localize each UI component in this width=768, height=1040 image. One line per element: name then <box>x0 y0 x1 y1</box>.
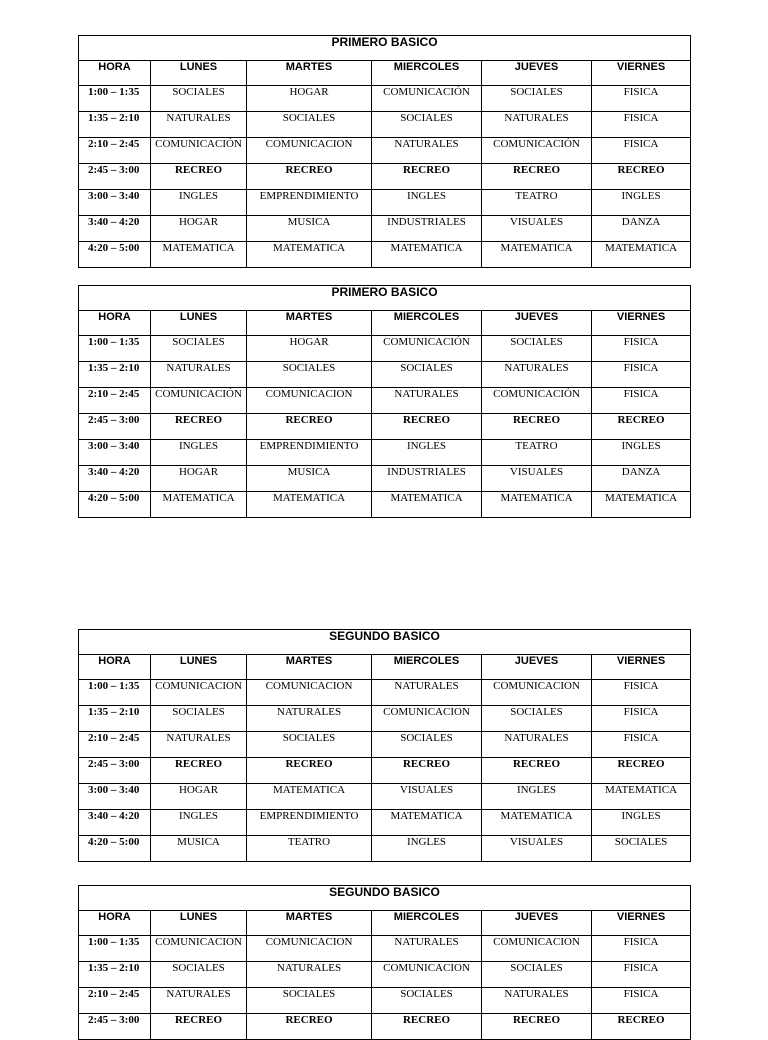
table-title-row <box>79 36 691 61</box>
column-header: MARTES <box>247 61 372 86</box>
column-header: HORA <box>79 655 151 680</box>
column-header: HORA <box>79 311 151 336</box>
subject-cell: NATURALES <box>151 732 247 758</box>
subject-cell: COMUNICACION <box>482 936 592 962</box>
subject-cell: COMUNICACION <box>372 706 482 732</box>
column-header: JUEVES <box>482 61 592 86</box>
subject-cell: SOCIALES <box>151 336 247 362</box>
subject-cell: SOCIALES <box>247 362 372 388</box>
table-title: PRIMERO BASICO <box>79 36 691 61</box>
column-header: VIERNES <box>592 311 691 336</box>
subject-cell: COMUNICACIÓN <box>151 138 247 164</box>
subject-cell: RECREO <box>592 414 691 440</box>
table-row <box>79 336 691 362</box>
subject-cell: EMPRENDIMIENTO <box>247 810 372 836</box>
hour-cell: 1:35 – 2:10 <box>79 706 151 732</box>
subject-cell: RECREO <box>482 1014 592 1040</box>
column-header: LUNES <box>151 911 247 936</box>
hour-cell: 3:40 – 4:20 <box>79 466 151 492</box>
subject-cell: RECREO <box>372 1014 482 1040</box>
table-row <box>79 706 691 732</box>
subject-cell: COMUNICACION <box>247 138 372 164</box>
subject-cell: RECREO <box>151 1014 247 1040</box>
subject-cell: RECREO <box>592 758 691 784</box>
column-header: VIERNES <box>592 655 691 680</box>
hour-cell: 2:10 – 2:45 <box>79 138 151 164</box>
subject-cell: MUSICA <box>247 216 372 242</box>
column-header: MIERCOLES <box>372 311 482 336</box>
subject-cell: RECREO <box>247 164 372 190</box>
subject-cell: COMUNICACION <box>247 680 372 706</box>
subject-cell: MATEMATICA <box>482 242 592 268</box>
subject-cell: NATURALES <box>247 706 372 732</box>
subject-cell: MATEMATICA <box>482 492 592 518</box>
header-row <box>79 311 691 336</box>
subject-cell: SOCIALES <box>592 836 691 862</box>
hour-cell: 1:00 – 1:35 <box>79 936 151 962</box>
hour-cell: 4:20 – 5:00 <box>79 492 151 518</box>
column-header: JUEVES <box>482 655 592 680</box>
subject-cell: NATURALES <box>482 112 592 138</box>
subject-cell: SOCIALES <box>247 112 372 138</box>
header-row <box>79 911 691 936</box>
subject-cell: RECREO <box>372 164 482 190</box>
subject-cell: RECREO <box>247 758 372 784</box>
subject-cell: FISICA <box>592 86 691 112</box>
subject-cell: MATEMATICA <box>247 242 372 268</box>
subject-cell: MATEMATICA <box>247 492 372 518</box>
hour-cell: 2:10 – 2:45 <box>79 732 151 758</box>
subject-cell: NATURALES <box>482 988 592 1014</box>
schedule-table <box>78 285 691 518</box>
table-row <box>79 836 691 862</box>
column-header: MIERCOLES <box>372 911 482 936</box>
subject-cell: RECREO <box>482 164 592 190</box>
subject-cell: SOCIALES <box>482 86 592 112</box>
subject-cell: HOGAR <box>151 466 247 492</box>
subject-cell: INGLES <box>372 190 482 216</box>
subject-cell: SOCIALES <box>482 962 592 988</box>
subject-cell: EMPRENDIMIENTO <box>247 440 372 466</box>
subject-cell: RECREO <box>592 164 691 190</box>
subject-cell: COMUNICACION <box>372 962 482 988</box>
subject-cell: NATURALES <box>482 732 592 758</box>
hour-cell: 1:00 – 1:35 <box>79 680 151 706</box>
subject-cell: FISICA <box>592 138 691 164</box>
hour-cell: 2:45 – 3:00 <box>79 414 151 440</box>
hour-cell: 2:45 – 3:00 <box>79 758 151 784</box>
subject-cell: NATURALES <box>151 362 247 388</box>
subject-cell: MATEMATICA <box>151 492 247 518</box>
table-row <box>79 86 691 112</box>
subject-cell: SOCIALES <box>372 732 482 758</box>
hour-cell: 3:40 – 4:20 <box>79 216 151 242</box>
column-header: MARTES <box>247 311 372 336</box>
subject-cell: VISUALES <box>372 784 482 810</box>
subject-cell: COMUNICACION <box>247 388 372 414</box>
subject-cell: RECREO <box>482 758 592 784</box>
table-row <box>79 810 691 836</box>
hour-cell: 2:10 – 2:45 <box>79 988 151 1014</box>
column-header: MARTES <box>247 655 372 680</box>
subject-cell: TEATRO <box>482 190 592 216</box>
subject-cell: NATURALES <box>247 962 372 988</box>
subject-cell: SOCIALES <box>482 706 592 732</box>
subject-cell: MATEMATICA <box>372 492 482 518</box>
subject-cell: FISICA <box>592 988 691 1014</box>
table-row <box>79 936 691 962</box>
table-row <box>79 362 691 388</box>
subject-cell: NATURALES <box>151 112 247 138</box>
subject-cell: MUSICA <box>247 466 372 492</box>
table-row <box>79 784 691 810</box>
subject-cell: COMUNICACIÓN <box>151 388 247 414</box>
table-title-row <box>79 886 691 911</box>
subject-cell: COMUNICACIÓN <box>372 336 482 362</box>
subject-cell: COMUNICACIÓN <box>372 86 482 112</box>
hour-cell: 3:40 – 4:20 <box>79 810 151 836</box>
table-row <box>79 242 691 268</box>
schedule-table <box>78 35 691 268</box>
column-header: HORA <box>79 61 151 86</box>
subject-cell: RECREO <box>151 414 247 440</box>
subject-cell: DANZA <box>592 216 691 242</box>
subject-cell: MATEMATICA <box>372 242 482 268</box>
hour-cell: 1:00 – 1:35 <box>79 336 151 362</box>
column-header: MIERCOLES <box>372 655 482 680</box>
subject-cell: SOCIALES <box>151 962 247 988</box>
table-row <box>79 466 691 492</box>
subject-cell: INGLES <box>151 440 247 466</box>
table-row <box>79 758 691 784</box>
column-header: LUNES <box>151 61 247 86</box>
table-title: SEGUNDO BASICO <box>79 630 691 655</box>
subject-cell: NATURALES <box>372 138 482 164</box>
hour-cell: 4:20 – 5:00 <box>79 836 151 862</box>
subject-cell: COMUNICACIÓN <box>482 388 592 414</box>
subject-cell: COMUNICACION <box>482 680 592 706</box>
subject-cell: MATEMATICA <box>482 810 592 836</box>
subject-cell: VISUALES <box>482 466 592 492</box>
table-row <box>79 492 691 518</box>
table-title-row <box>79 630 691 655</box>
subject-cell: SOCIALES <box>151 86 247 112</box>
column-header: LUNES <box>151 655 247 680</box>
subject-cell: RECREO <box>151 758 247 784</box>
hour-cell: 2:45 – 3:00 <box>79 1014 151 1040</box>
table-row <box>79 164 691 190</box>
subject-cell: COMUNICACIÓN <box>482 138 592 164</box>
subject-cell: FISICA <box>592 112 691 138</box>
subject-cell: MATEMATICA <box>592 784 691 810</box>
subject-cell: COMUNICACION <box>151 680 247 706</box>
subject-cell: SOCIALES <box>247 732 372 758</box>
subject-cell: MATEMATICA <box>372 810 482 836</box>
column-header: VIERNES <box>592 911 691 936</box>
subject-cell: INGLES <box>151 190 247 216</box>
subject-cell: INGLES <box>482 784 592 810</box>
subject-cell: FISICA <box>592 680 691 706</box>
subject-cell: SOCIALES <box>247 988 372 1014</box>
subject-cell: DANZA <box>592 466 691 492</box>
hour-cell: 1:35 – 2:10 <box>79 112 151 138</box>
subject-cell: TEATRO <box>482 440 592 466</box>
subject-cell: VISUALES <box>482 216 592 242</box>
hour-cell: 1:35 – 2:10 <box>79 962 151 988</box>
header-row <box>79 655 691 680</box>
hour-cell: 2:10 – 2:45 <box>79 388 151 414</box>
subject-cell: FISICA <box>592 936 691 962</box>
subject-cell: NATURALES <box>482 362 592 388</box>
table-title: PRIMERO BASICO <box>79 286 691 311</box>
subject-cell: NATURALES <box>372 936 482 962</box>
subject-cell: FISICA <box>592 962 691 988</box>
hour-cell: 3:00 – 3:40 <box>79 440 151 466</box>
subject-cell: RECREO <box>372 414 482 440</box>
column-header: JUEVES <box>482 311 592 336</box>
column-header: JUEVES <box>482 911 592 936</box>
subject-cell: SOCIALES <box>151 706 247 732</box>
table-row <box>79 138 691 164</box>
hour-cell: 1:35 – 2:10 <box>79 362 151 388</box>
subject-cell: TEATRO <box>247 836 372 862</box>
hour-cell: 2:45 – 3:00 <box>79 164 151 190</box>
subject-cell: MATEMATICA <box>247 784 372 810</box>
table-row <box>79 962 691 988</box>
column-header: LUNES <box>151 311 247 336</box>
column-header: MARTES <box>247 911 372 936</box>
hour-cell: 1:00 – 1:35 <box>79 86 151 112</box>
subject-cell: RECREO <box>372 758 482 784</box>
subject-cell: FISICA <box>592 732 691 758</box>
table-row <box>79 732 691 758</box>
hour-cell: 3:00 – 3:40 <box>79 190 151 216</box>
subject-cell: NATURALES <box>372 388 482 414</box>
subject-cell: MATEMATICA <box>592 492 691 518</box>
subject-cell: FISICA <box>592 336 691 362</box>
subject-cell: INGLES <box>151 810 247 836</box>
table-row <box>79 1014 691 1040</box>
subject-cell: INGLES <box>592 440 691 466</box>
subject-cell: HOGAR <box>247 336 372 362</box>
table-row <box>79 190 691 216</box>
table-row <box>79 680 691 706</box>
hour-cell: 3:00 – 3:40 <box>79 784 151 810</box>
table-row <box>79 988 691 1014</box>
subject-cell: RECREO <box>151 164 247 190</box>
subject-cell: SOCIALES <box>372 362 482 388</box>
hour-cell: 4:20 – 5:00 <box>79 242 151 268</box>
subject-cell: SOCIALES <box>372 988 482 1014</box>
subject-cell: EMPRENDIMIENTO <box>247 190 372 216</box>
subject-cell: HOGAR <box>151 216 247 242</box>
table-row <box>79 216 691 242</box>
column-header: MIERCOLES <box>372 61 482 86</box>
subject-cell: RECREO <box>247 1014 372 1040</box>
subject-cell: RECREO <box>247 414 372 440</box>
subject-cell: SOCIALES <box>482 336 592 362</box>
subject-cell: COMUNICACION <box>247 936 372 962</box>
subject-cell: NATURALES <box>372 680 482 706</box>
subject-cell: INGLES <box>372 440 482 466</box>
table-row <box>79 414 691 440</box>
subject-cell: RECREO <box>482 414 592 440</box>
subject-cell: INDUSTRIALES <box>372 466 482 492</box>
schedule-table <box>78 885 691 1040</box>
table-row <box>79 388 691 414</box>
subject-cell: MATEMATICA <box>151 242 247 268</box>
table-row <box>79 440 691 466</box>
subject-cell: HOGAR <box>151 784 247 810</box>
subject-cell: VISUALES <box>482 836 592 862</box>
table-title-row <box>79 286 691 311</box>
column-header: HORA <box>79 911 151 936</box>
subject-cell: INGLES <box>372 836 482 862</box>
subject-cell: INDUSTRIALES <box>372 216 482 242</box>
header-row <box>79 61 691 86</box>
subject-cell: INGLES <box>592 190 691 216</box>
subject-cell: FISICA <box>592 706 691 732</box>
subject-cell: MATEMATICA <box>592 242 691 268</box>
subject-cell: FISICA <box>592 362 691 388</box>
subject-cell: HOGAR <box>247 86 372 112</box>
column-header: VIERNES <box>592 61 691 86</box>
table-title: SEGUNDO BASICO <box>79 886 691 911</box>
subject-cell: FISICA <box>592 388 691 414</box>
subject-cell: MUSICA <box>151 836 247 862</box>
subject-cell: INGLES <box>592 810 691 836</box>
subject-cell: RECREO <box>592 1014 691 1040</box>
subject-cell: SOCIALES <box>372 112 482 138</box>
subject-cell: NATURALES <box>151 988 247 1014</box>
schedule-table <box>78 629 691 862</box>
subject-cell: COMUNICACION <box>151 936 247 962</box>
table-row <box>79 112 691 138</box>
